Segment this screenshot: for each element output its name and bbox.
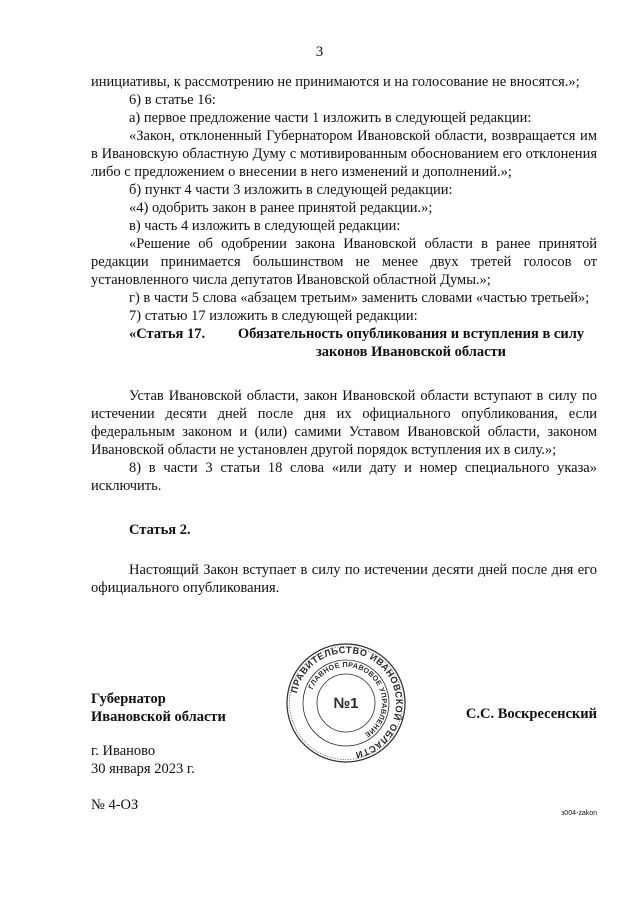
article-2-heading: Статья 2. [129, 522, 191, 538]
document-reference: з004-zakon [561, 810, 597, 817]
article-17-title: Обязательность опубликования и вступления в силу законов Ивановской области [237, 326, 585, 360]
paragraph: инициативы, к рассмотрению не принимаются и на голосование не вносятся.»; [91, 74, 580, 90]
official-seal [285, 642, 407, 764]
place-date [91, 742, 195, 778]
paragraph: 6) в статье 16: [129, 92, 216, 108]
article-2-text: Настоящий Закон вступает в силу по истечении десяти дней после дня его официального опубликования. [91, 562, 597, 596]
seal-number: №1 [333, 695, 359, 712]
paragraph: 7) статью 17 изложить в следующей редакции: [129, 308, 418, 324]
paragraph: а) первое предложение части 1 изложить в следующей редакции: [129, 110, 532, 126]
page-number: 3 [315, 44, 324, 60]
article-17-label: «Статья 17. [129, 326, 206, 342]
paragraph: 8) в части 3 статьи 18 слова «или дату и номер специального указа» исключить. [91, 460, 597, 494]
place: г. Иваново [91, 743, 156, 759]
seal-inner-text: ГЛАВНОЕ ПРАВОВОЕ УПРАВЛЕНИЕ [306, 659, 390, 740]
signatory-position [91, 690, 226, 726]
paragraph: в) часть 4 изложить в следующей редакции: [129, 218, 401, 234]
paragraph: б) пункт 4 части 3 изложить в следующей редакции: [129, 182, 453, 198]
signatory-name: С.С. Воскресенский [465, 706, 597, 722]
paragraph: «Закон, отклоненный Губернатором Ивановской области, возвращается им в Ивановскую областную Думу с мотивированным обоснованием его отклонения либо с предложением о внесении в него изменений и дополнений.»; [91, 128, 597, 180]
paragraph: Устав Ивановской области, закон Ивановской области вступают в силу по истечении десяти дней после дня их официального опубликования, если федеральным законом и (или) самими Уставом Ивановской области, законом Ивановской области не установлен другой порядок вступления их в силу.»; [91, 388, 597, 458]
position-line-2: Ивановской области [91, 709, 226, 725]
paragraph: «Решение об одобрении закона Ивановской области в ранее принятой редакции принимается большинством не менее двух третей голосов от установленного числа депутатов Ивановской областной Думы.»; [91, 236, 597, 288]
article-17-heading [91, 325, 597, 361]
law-number: № 4-ОЗ [91, 797, 139, 813]
position-line-1: Губернатор [91, 691, 166, 707]
seal-outer-text: ПРАВИТЕЛЬСТВО ИВАНОВСКОЙ ОБЛАСТИ [289, 644, 405, 761]
date: 30 января 2023 г. [91, 761, 195, 777]
paragraph: «4) одобрить закон в ранее принятой редакции.»; [129, 200, 433, 216]
document-body [91, 73, 597, 597]
paragraph: г) в части 5 слова «абзацем третьим» заменить словами «частью третьей»; [129, 290, 590, 306]
